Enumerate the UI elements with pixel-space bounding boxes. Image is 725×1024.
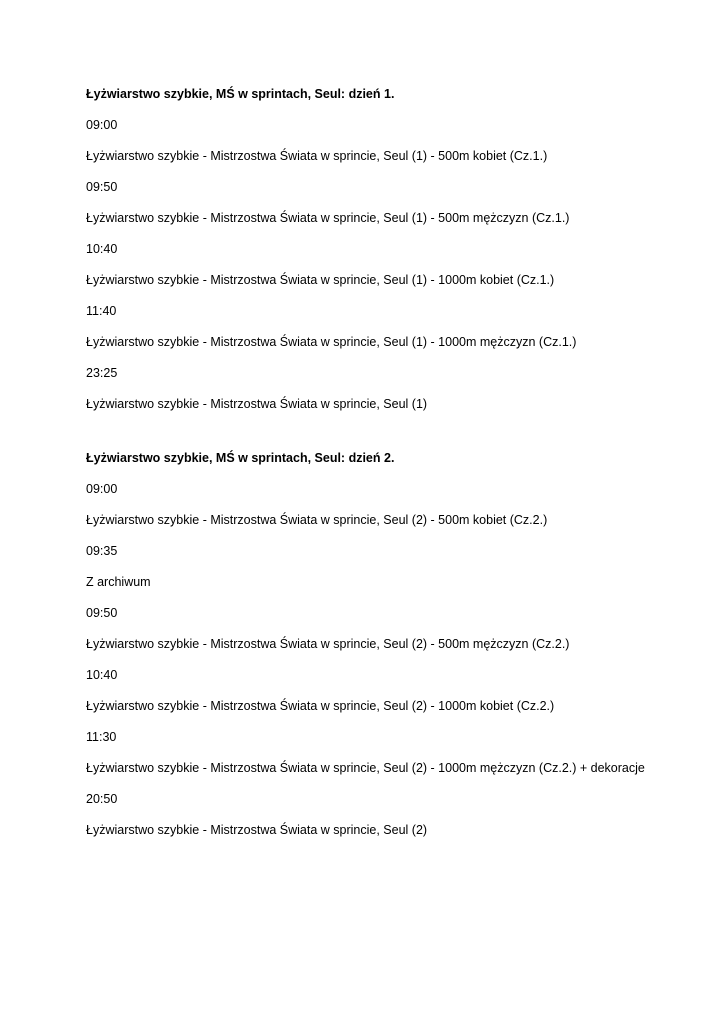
entry-title: Łyżwiarstwo szybkie - Mistrzostwa Świata w sprincie, Seul (1) - 500m kobiet (Cz.1.)	[86, 149, 548, 163]
schedule-entry	[86, 791, 685, 838]
entry-time: 09:35	[86, 544, 118, 558]
schedule-entry	[86, 365, 685, 412]
day-2-section	[86, 450, 685, 838]
entry-time: 09:00	[86, 482, 118, 496]
entry-time: 11:30	[86, 730, 117, 744]
entry-time: 10:40	[86, 242, 118, 256]
schedule-entry	[86, 241, 685, 288]
entry-title: Łyżwiarstwo szybkie - Mistrzostwa Świata w sprincie, Seul (2) - 500m mężczyzn (Cz.2.)	[86, 637, 570, 651]
schedule-entry	[86, 729, 685, 776]
entry-time: 09:00	[86, 118, 118, 132]
entry-title: Łyżwiarstwo szybkie - Mistrzostwa Świata w sprincie, Seul (1) - 1000m kobiet (Cz.1.)	[86, 273, 555, 287]
entry-time: 23:25	[86, 366, 118, 380]
entry-title: Łyżwiarstwo szybkie - Mistrzostwa Świata w sprincie, Seul (1) - 500m mężczyzn (Cz.1.)	[86, 211, 570, 225]
schedule-entry	[86, 117, 685, 164]
day-heading: Łyżwiarstwo szybkie, MŚ w sprintach, Seul: dzień 2.	[86, 451, 395, 465]
entry-title: Łyżwiarstwo szybkie - Mistrzostwa Świata w sprincie, Seul (1)	[86, 397, 428, 411]
entry-title: Z archiwum	[86, 575, 151, 589]
entry-time: 20:50	[86, 792, 118, 806]
entry-time: 11:40	[86, 304, 117, 318]
schedule-entry	[86, 481, 685, 528]
schedule-entry	[86, 605, 685, 652]
day-1-section	[86, 86, 685, 412]
entry-title: Łyżwiarstwo szybkie - Mistrzostwa Świata w sprincie, Seul (1) - 1000m mężczyzn (Cz.1.)	[86, 335, 577, 349]
entry-title: Łyżwiarstwo szybkie - Mistrzostwa Świata w sprincie, Seul (2) - 1000m mężczyzn (Cz.2.) + dekoracje	[86, 761, 645, 775]
schedule-entry	[86, 303, 685, 350]
entry-title: Łyżwiarstwo szybkie - Mistrzostwa Świata w sprincie, Seul (2) - 500m kobiet (Cz.2.)	[86, 513, 548, 527]
schedule	[86, 86, 685, 853]
entry-time: 10:40	[86, 668, 118, 682]
entry-title: Łyżwiarstwo szybkie - Mistrzostwa Świata w sprincie, Seul (2)	[86, 823, 428, 837]
entry-title: Łyżwiarstwo szybkie - Mistrzostwa Świata w sprincie, Seul (2) - 1000m kobiet (Cz.2.)	[86, 699, 555, 713]
day-heading: Łyżwiarstwo szybkie, MŚ w sprintach, Seul: dzień 1.	[86, 87, 395, 101]
schedule-entry	[86, 543, 685, 590]
entry-time: 09:50	[86, 180, 118, 194]
entry-time: 09:50	[86, 606, 118, 620]
schedule-entry	[86, 667, 685, 714]
schedule-entry	[86, 179, 685, 226]
